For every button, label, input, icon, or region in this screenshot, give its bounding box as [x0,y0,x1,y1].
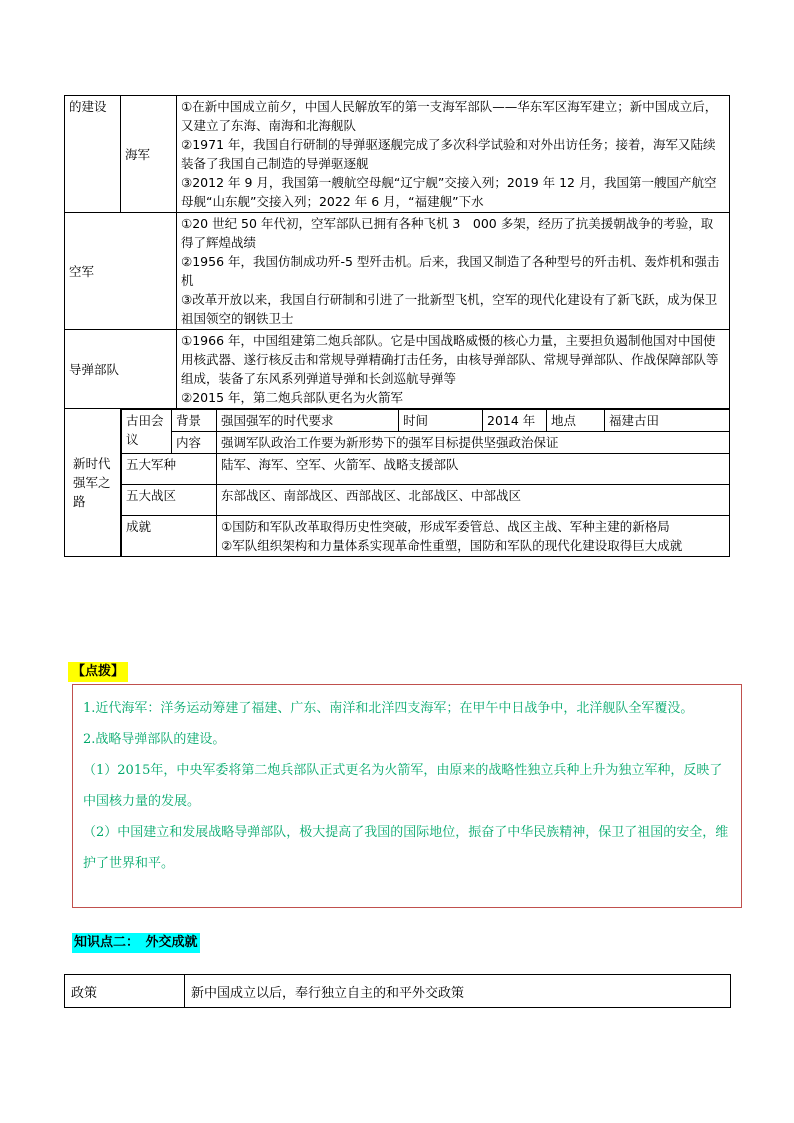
services-value: 陆军、海军、空军、火箭军、战略支援部队 [217,454,730,485]
bg-label: 背景 [172,410,217,432]
section-label-building [65,96,121,213]
airforce-label: 空军 [65,213,177,330]
army-building-table [64,95,730,557]
airforce-line-2: ②1956 年，我国仿制成功歼-5 型歼击机。后来，我国又制造了各种型号的歼击机、轰炸机和强击机 [181,254,720,288]
missile-line-1: ①1966 年，中国组建第二炮兵部队。它是中国战略威慑的核心力量，主要担负遏制他国对中国使用核武器、遂行核反击和常规导弹精确打击任务，由核导弹部队、常规导弹部队、作战保障部队等组成，装备了东风系列弹道导弹和长剑巡航导弹等 [181,333,719,386]
diplomacy-table [64,974,731,1008]
services-label: 五大军种 [122,454,217,485]
achieve-line-1: ①国防和军队改革取得历史性突破，形成军委管总、战区主战、军种主建的新格局 [221,519,670,534]
new-era-content [121,409,730,557]
tip-line-2: 2.战略导弹部队的建设。 [83,732,226,747]
zones-value: 东部战区、南部战区、西部战区、北部战区、中部战区 [217,485,730,516]
new-era-inner-table [121,409,729,556]
airforce-line-1: ①20 世纪 50 年代初，空军部队已拥有各种飞机 3 000 多架，经历了抗美援朝战争的考验，取得了辉煌战绩 [181,216,714,250]
new-era-label: 新时代强军之路 [65,409,121,557]
navy-content [177,96,730,213]
missile-content [177,330,730,409]
policy-value: 新中国成立以后，奉行独立自主的和平外交政策 [185,975,731,1008]
achieve-line-2: ②军队组织架构和力量体系实现革命性重塑，国防和军队的现代化建设取得巨大成就 [221,538,683,553]
policy-label: 政策 [65,975,185,1008]
knowledge-point-heading: 知识点二： 外交成就 [72,933,200,953]
time-label: 时间 [399,410,483,432]
navy-line-3: ③2012 年 9 月，我国第一艘航空母舰“辽宁舰”交接入列；2019 年 12 月，我国第一艘国产航空母舰“山东舰”交接入列；2022 年 6 月，“福建舰”下水 [181,175,717,209]
airforce-content [177,213,730,330]
content-label: 内容 [172,432,217,454]
place-value: 福建古田 [605,410,730,432]
zones-label: 五大战区 [122,485,217,516]
missile-label: 导弹部队 [65,330,177,409]
airforce-line-3: ③改革开放以来，我国自行研制和引进了一批新型飞机，空军的现代化建设有了新飞跃，成为保卫祖国领空的钢铁卫士 [181,292,718,326]
gutian-label: 古田会议 [122,410,172,454]
achieve-value [217,516,730,557]
time-value: 2014 年 [483,410,547,432]
tip-line-1: 1.近代海军：洋务运动筹建了福建、广东、南洋和北洋四支海军；在甲午中日战争中，北洋舰队全军覆没。 [83,701,694,716]
navy-label: 海军 [121,96,177,213]
navy-line-2: ②1971 年，我国自行研制的导弹驱逐舰完成了多次科学试验和对外出访任务；接着，海军又陆续装备了我国自己制造的导弹驱逐舰 [181,137,716,171]
missile-line-2: ②2015 年，第二炮兵部队更名为火箭军 [181,390,403,405]
achieve-label: 成就 [122,516,217,557]
bg-value: 强国强军的时代要求 [217,410,399,432]
tip-box [72,684,742,908]
place-label: 地点 [547,410,605,432]
tip-line-3: （1）2015年，中央军委将第二炮兵部队正式更名为火箭军，由原来的战略性独立兵种上升为独立军种，反映了中国核力量的发展。 [83,763,723,809]
content-value: 强调军队政治工作要为新形势下的强军目标提供坚强政治保证 [217,432,730,454]
tip-line-4: （2）中国建立和发展战略导弹部队，极大提高了我国的国际地位，振奋了中华民族精神，保卫了祖国的安全，维护了世界和平。 [83,825,729,871]
section-label-text: 的建设 [69,99,107,114]
tip-title: 【点拨】 [68,662,128,682]
navy-line-1: ①在新中国成立前夕，中国人民解放军的第一支海军部队——华东军区海军建立；新中国成立后，又建立了东海、南海和北海舰队 [181,99,718,133]
